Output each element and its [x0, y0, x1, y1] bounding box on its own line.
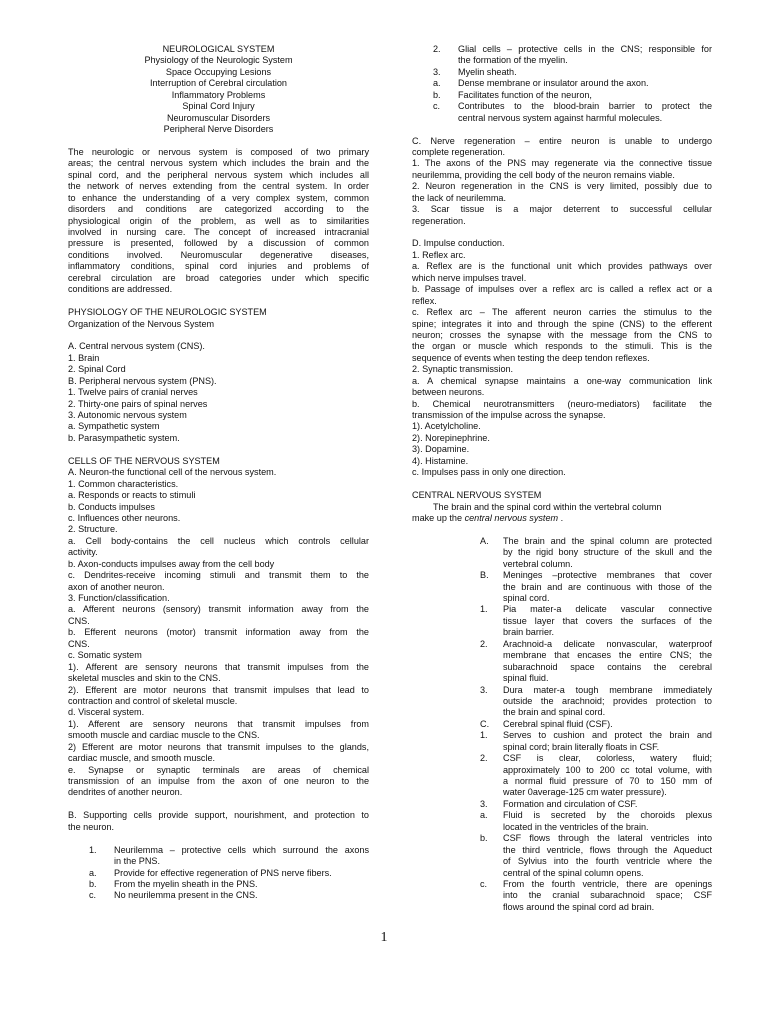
text-line: A. Neuron-the functional cell of the nervous system.: [68, 467, 277, 478]
text-line: reflex.: [412, 295, 437, 306]
list-item-line: [412, 650, 712, 661]
text-line: B. Supporting cells provide support, nourishment, and protection to: [68, 810, 369, 821]
list-item-line: [412, 559, 712, 570]
list-item-line: [412, 547, 712, 558]
text-line: areas; the central nervous system which includes the brain and the: [68, 158, 369, 169]
blank-line: [412, 227, 712, 238]
list-item-text: the third ventricle, flows through the Aqueduct: [503, 844, 712, 855]
text-line: 2). Efferent are motor neurons that transmit impulses that lead to: [68, 684, 369, 695]
text-line: sequence of events when testing the deep tendon reflexes.: [412, 352, 650, 363]
text-line: pressure is presented, followed by a discussion of common: [68, 238, 369, 249]
text-line: 2. Thirty-one pairs of spinal nerves: [68, 398, 208, 409]
list-item-text: a normal fluid pressure of 70 to 150 mm of: [503, 776, 712, 786]
list-item-line: [68, 879, 369, 890]
list-marker: 1.: [89, 844, 97, 855]
list-item-line: [412, 868, 712, 879]
list-item-line: [68, 845, 369, 856]
text-line: dendrites of another neuron.: [68, 787, 183, 798]
text-line: conditions involved. Neuromuscular degenerative diseases,: [68, 249, 369, 260]
text-line: spine; integrates it into and through the spine (CNS) to the efferent: [412, 318, 712, 329]
text-line: to enhance the understanding of a very complex system, common: [68, 192, 369, 203]
list-marker: C.: [480, 718, 490, 729]
list-item-line: [412, 685, 712, 696]
list-item-text: the brain and are continuous with those of the: [503, 581, 712, 592]
list-marker: c.: [480, 878, 488, 889]
text-line: a. Responds or reacts to stimuli: [68, 490, 196, 501]
text-line: involved in nursing care. The concept of increased intracranial: [68, 227, 369, 237]
list-item-line: [412, 822, 712, 833]
list-item-text: brain barrier.: [503, 627, 555, 638]
text-line: disorders and conditions are categorized according to the: [68, 204, 369, 215]
list-item-line: [412, 719, 712, 730]
list-item-line: [412, 113, 712, 124]
text-line: regeneration.: [412, 215, 466, 226]
list-item-text: spinal cord; brain literally floats in CSF.: [503, 741, 660, 752]
list-item-line: [412, 67, 712, 78]
text-line: cerebral circulation are broad categories under which specific: [68, 272, 369, 283]
list-item-line: [412, 765, 712, 776]
text-line: CNS.: [68, 615, 90, 626]
text-line: c. Influences other neurons.: [68, 512, 181, 523]
list-item-text: From the myelin sheath in the PNS.: [114, 878, 258, 889]
list-item-line: [412, 810, 712, 821]
list-marker: a.: [89, 867, 97, 878]
text-line: 2) Efferent are motor neurons that transmit impulses to the glands,: [68, 741, 369, 752]
blank-line: [68, 330, 369, 341]
list-marker: 1.: [480, 604, 488, 615]
list-item-line: [412, 639, 712, 650]
text-line: PHYSIOLOGY OF THE NEUROLOGIC SYSTEM: [68, 307, 267, 318]
heading-line: Spinal Cord Injury: [182, 101, 255, 112]
blank-line: [68, 296, 369, 307]
text-line: cardiac muscle, and smooth muscle.: [68, 753, 216, 764]
text-line: 1. Brain: [68, 352, 100, 363]
text-line: The brain and the spinal cord within the vertebral column: [433, 501, 662, 512]
list-marker: 2.: [433, 44, 441, 54]
list-item-text: Meninges –protective membranes that cover: [503, 570, 712, 581]
text-line: 3. Autonomic nervous system: [68, 410, 187, 420]
list-marker: a.: [480, 810, 488, 821]
list-item-text: spinal fluid.: [503, 673, 549, 684]
text-line: inflammatory conditions, spinal cord injuries and problems of: [68, 261, 369, 272]
text-line: transmission of an impulse from the axon of one neuron to the: [68, 776, 369, 786]
list-item-text: Cerebral spinal fluid (CSF).: [503, 718, 613, 729]
text-line: spinal cord, and the peripheral nervous system which includes all: [68, 169, 369, 180]
list-item-line: [412, 799, 712, 810]
list-marker: b.: [89, 878, 97, 889]
text-line: activity.: [68, 547, 98, 558]
text-line: A. Central nervous system (CNS).: [68, 341, 205, 352]
list-item-line: [412, 696, 712, 707]
list-item-line: [412, 787, 712, 798]
text-line: physiological origin of the problem, as well as to similarities: [68, 215, 369, 226]
list-item-text: membrane that encases the entire CNS; the: [503, 650, 712, 661]
text-line: complete regeneration.: [412, 146, 506, 157]
list-item-line: [412, 662, 712, 673]
list-item-text: in the PNS.: [114, 856, 160, 867]
list-item-text: vertebral column.: [503, 558, 573, 569]
list-item-text: flows around the spinal cord ad brain.: [503, 901, 655, 912]
list-item-line: [412, 44, 712, 55]
heading-line: NEUROLOGICAL SYSTEM: [162, 44, 275, 54]
list-item-text: Fluid is secreted by the choroids plexus: [503, 810, 712, 821]
list-item-line: [412, 570, 712, 581]
list-marker: b.: [480, 833, 488, 844]
text-line: which nerve impulses travel.: [412, 272, 527, 283]
list-item-text: Provide for effective regeneration of PNS nerve fibers.: [114, 867, 332, 878]
list-item-text: Myelin sheath.: [458, 66, 517, 77]
list-marker: 1.: [480, 730, 488, 741]
heading-line: Inflammatory Problems: [171, 89, 266, 100]
list-item-line: [68, 890, 369, 901]
right-column: [412, 44, 712, 913]
text-line: b. Conducts impulses: [68, 501, 155, 512]
list-item-line: [412, 78, 712, 89]
text-line: neurilemma, providing the cell body of the neuron remains viable.: [412, 169, 675, 180]
list-item-text: central of the spinal column opens.: [503, 867, 644, 878]
list-item-text: Serves to cushion and protect the brain and: [503, 730, 712, 741]
list-marker: 3.: [480, 798, 488, 809]
list-item-line: [412, 616, 712, 627]
list-item-text: Formation and circulation of CSF.: [503, 798, 638, 809]
text-line: skeletal muscles and skin to the CNS.: [68, 673, 221, 684]
list-item-line: [412, 742, 712, 753]
list-item-text: Facilitates function of the neuron,: [458, 89, 592, 100]
blank-line: [68, 799, 369, 810]
list-item-line: [412, 604, 712, 615]
text-line: Organization of the Nervous System: [68, 318, 215, 329]
list-item-line: [412, 902, 712, 913]
text-line: 1). Afferent are sensory neurons that transmit impulses from the: [68, 661, 369, 672]
text-line: contraction and control of skeletal muscle.: [68, 695, 238, 706]
heading-line: Peripheral Nerve Disorders: [163, 124, 274, 135]
text-line: The neurologic or nervous system is composed of two primary: [68, 146, 369, 157]
list-item-text: outside the arachnoid; provides protection to: [503, 695, 712, 706]
text-line: b. Efferent neurons (motor) transmit information away from the: [68, 627, 369, 638]
text-line: CELLS OF THE NERVOUS SYSTEM: [68, 455, 220, 466]
list-item-text: central nervous system against harmful molecules.: [458, 112, 663, 123]
list-item-text: Dense membrane or insulator around the axon.: [458, 78, 649, 89]
emphasis-text: central nervous system: [464, 512, 559, 523]
list-item-text: tissue layer that covers the surfaces of the: [503, 615, 712, 626]
list-item-text: approximately 100 to 200 cc total volume, with: [503, 764, 712, 775]
blank-line: [68, 444, 369, 455]
text-segment: .: [558, 512, 564, 523]
text-line: neuron; crosses the synapse with the message from the CNS to: [412, 329, 712, 340]
text-line: e. Synapse or synaptic terminals are areas of chemical: [68, 764, 369, 775]
list-item-text: Pia mater-a delicate vascular connective: [503, 604, 712, 615]
text-line: c. Reflex arc – The afferent neuron carries the stimulus to the: [412, 307, 712, 318]
list-item-text: Contributes to the blood-brain barrier to protect the: [458, 101, 712, 112]
text-line: a. A chemical synapse maintains a one-way communication link: [412, 375, 712, 386]
list-item-line: [68, 868, 369, 879]
heading-line: Neuromuscular Disorders: [166, 112, 271, 123]
list-item-text: the brain and spinal cord.: [503, 707, 606, 718]
list-item-line: [412, 101, 712, 112]
list-marker: c.: [433, 101, 441, 112]
list-item-text: located in the ventricles of the brain.: [503, 821, 649, 832]
text-line: c. Somatic system: [68, 650, 142, 661]
text-line: the lack of neurilemma.: [412, 192, 507, 203]
list-item-text: CSF is clear, colorless, watery fluid;: [503, 753, 712, 764]
blank-line: [412, 124, 712, 135]
list-marker: A.: [480, 535, 489, 546]
text-line: the neuron.: [68, 821, 115, 832]
heading-line: Space Occupying Lesions: [165, 66, 272, 77]
text-line: 3). Dopamine.: [412, 444, 470, 455]
list-item-text: The brain and the spinal column are protected: [503, 535, 712, 546]
list-marker: b.: [433, 89, 441, 100]
list-item-text: Glial cells – protective cells in the CNS; responsible for: [458, 44, 712, 54]
text-line: 3. Scar tissue is a major deterrent to successful cellular: [412, 204, 712, 215]
list-item-text: water 0average-125 cm water pressure).: [503, 787, 667, 798]
list-item-text: CSF flows through the lateral ventricles into: [503, 833, 712, 844]
list-marker: B.: [480, 570, 489, 581]
list-item-line: [412, 673, 712, 684]
text-line: b. Chemical neurotransmitters (neuro-mediators) facilitate the: [412, 398, 712, 409]
list-item-line: [412, 536, 712, 547]
text-line: [412, 513, 712, 524]
text-line: a. Reflex are is the functional unit which provides pathways over: [412, 261, 712, 272]
list-item-text: From the fourth ventricle, there are openings: [503, 878, 712, 889]
list-item-text: into the cranial subarachnoid space; CSF: [503, 890, 712, 901]
list-item-text: by the rigid bony structure of the skull and the: [503, 547, 712, 558]
text-line: 2. Spinal Cord: [68, 364, 126, 375]
list-marker: a.: [433, 78, 441, 89]
list-item-line: [412, 90, 712, 101]
text-line: transmission of the impulse across the synapse.: [412, 410, 606, 420]
text-line: C. Nerve regeneration – entire neuron is unable to undergo: [412, 135, 712, 146]
text-line: between neurons.: [412, 387, 485, 398]
list-item-text: the formation of the myelin.: [458, 55, 568, 66]
text-line: 1). Acetylcholine.: [412, 421, 481, 432]
list-item-text: subarachnoid space contains the cerebral: [503, 661, 712, 672]
text-line: 1). Afferent are sensory neurons that transmit impulses from: [68, 718, 369, 729]
list-item-text: No neurilemma present in the CNS.: [114, 890, 258, 901]
list-marker: 2.: [480, 753, 488, 764]
text-line: 2. Neuron regeneration in the CNS is very limited, possibly due to: [412, 181, 712, 192]
list-item-text: Arachnoid-a delicate nonvascular, waterproof: [503, 638, 712, 649]
list-item-line: [412, 845, 712, 856]
list-marker: 3.: [480, 684, 488, 695]
list-item-line: [412, 890, 712, 901]
heading-line: Interruption of Cerebral circulation: [150, 78, 287, 89]
list-item-line: [412, 879, 712, 890]
text-line: a. Cell body-contains the cell nucleus which controls cellular: [68, 535, 369, 546]
list-item-line: [412, 582, 712, 593]
text-line: B. Peripheral nervous system (PNS).: [68, 375, 217, 386]
blank-line: [68, 136, 369, 147]
heading-line: Physiology of the Neurologic System: [144, 55, 293, 66]
list-item-text: spinal cord.: [503, 593, 550, 603]
text-line: CNS.: [68, 638, 90, 649]
text-line: b. Axon-conducts impulses away from the cell body: [68, 558, 275, 569]
list-item-line: [412, 856, 712, 867]
list-item-line: [412, 593, 712, 604]
text-line: 2). Norepinephrine.: [412, 432, 490, 443]
list-marker: 2.: [480, 638, 488, 649]
text-line: 1. Twelve pairs of cranial nerves: [68, 387, 198, 398]
list-item-text: of Sylvius into the fourth ventricle where the: [503, 856, 712, 867]
text-line: 2. Structure.: [68, 524, 118, 535]
text-line: 1. Reflex arc.: [412, 249, 466, 260]
text-line: b. Parasympathetic system.: [68, 432, 180, 443]
text-line: CENTRAL NERVOUS SYSTEM: [412, 490, 542, 501]
text-line: c. Dendrites-receive incoming stimuli and transmit them to the: [68, 570, 369, 581]
text-line: axon of another neuron.: [68, 581, 165, 592]
list-item-line: [412, 730, 712, 741]
list-item-text: Dura mater-a tough membrane immediately: [503, 684, 712, 695]
text-line: 4). Histamine.: [412, 455, 469, 466]
text-line: D. Impulse conduction.: [412, 238, 505, 249]
blank-line: [412, 524, 712, 535]
text-line: d. Visceral system.: [68, 707, 145, 718]
text-line: 1. The axons of the PNS may regenerate via the connective tissue: [412, 158, 712, 169]
text-line: b. Passage of impulses over a reflex arc is called a reflex act or a: [412, 284, 712, 295]
list-item-line: [412, 753, 712, 764]
text-segment: make up the: [412, 512, 465, 523]
page-number: 1: [380, 930, 388, 945]
text-line: 3. Function/classification.: [68, 593, 170, 603]
list-item-text: Neurilemma – protective cells which surround the axons: [114, 844, 369, 855]
left-column: [68, 44, 369, 902]
list-item-line: [412, 833, 712, 844]
text-line: the organ or muscle which responds to the stimuli. This is the: [412, 341, 712, 352]
list-marker: c.: [89, 890, 97, 901]
list-item-line: [412, 627, 712, 638]
text-line: smooth muscle and cardiac muscle to the CNS.: [68, 730, 260, 741]
text-line: a. Afferent neurons (sensory) transmit information away from the: [68, 604, 369, 615]
text-line: a. Sympathetic system: [68, 421, 160, 432]
list-item-line: [68, 856, 369, 867]
blank-line: [412, 479, 712, 490]
list-item-line: [412, 55, 712, 66]
text-line: 2. Synaptic transmission.: [412, 364, 514, 375]
text-line: conditions are addressed.: [68, 284, 173, 295]
list-marker: 3.: [433, 66, 441, 77]
text-line: c. Impulses pass in only one direction.: [412, 467, 566, 478]
list-item-line: [412, 776, 712, 787]
text-line: the network of nerves extending from the central system. In order: [68, 181, 369, 192]
list-item-line: [412, 707, 712, 718]
blank-line: [68, 833, 369, 844]
text-line: 1. Common characteristics.: [68, 478, 179, 489]
